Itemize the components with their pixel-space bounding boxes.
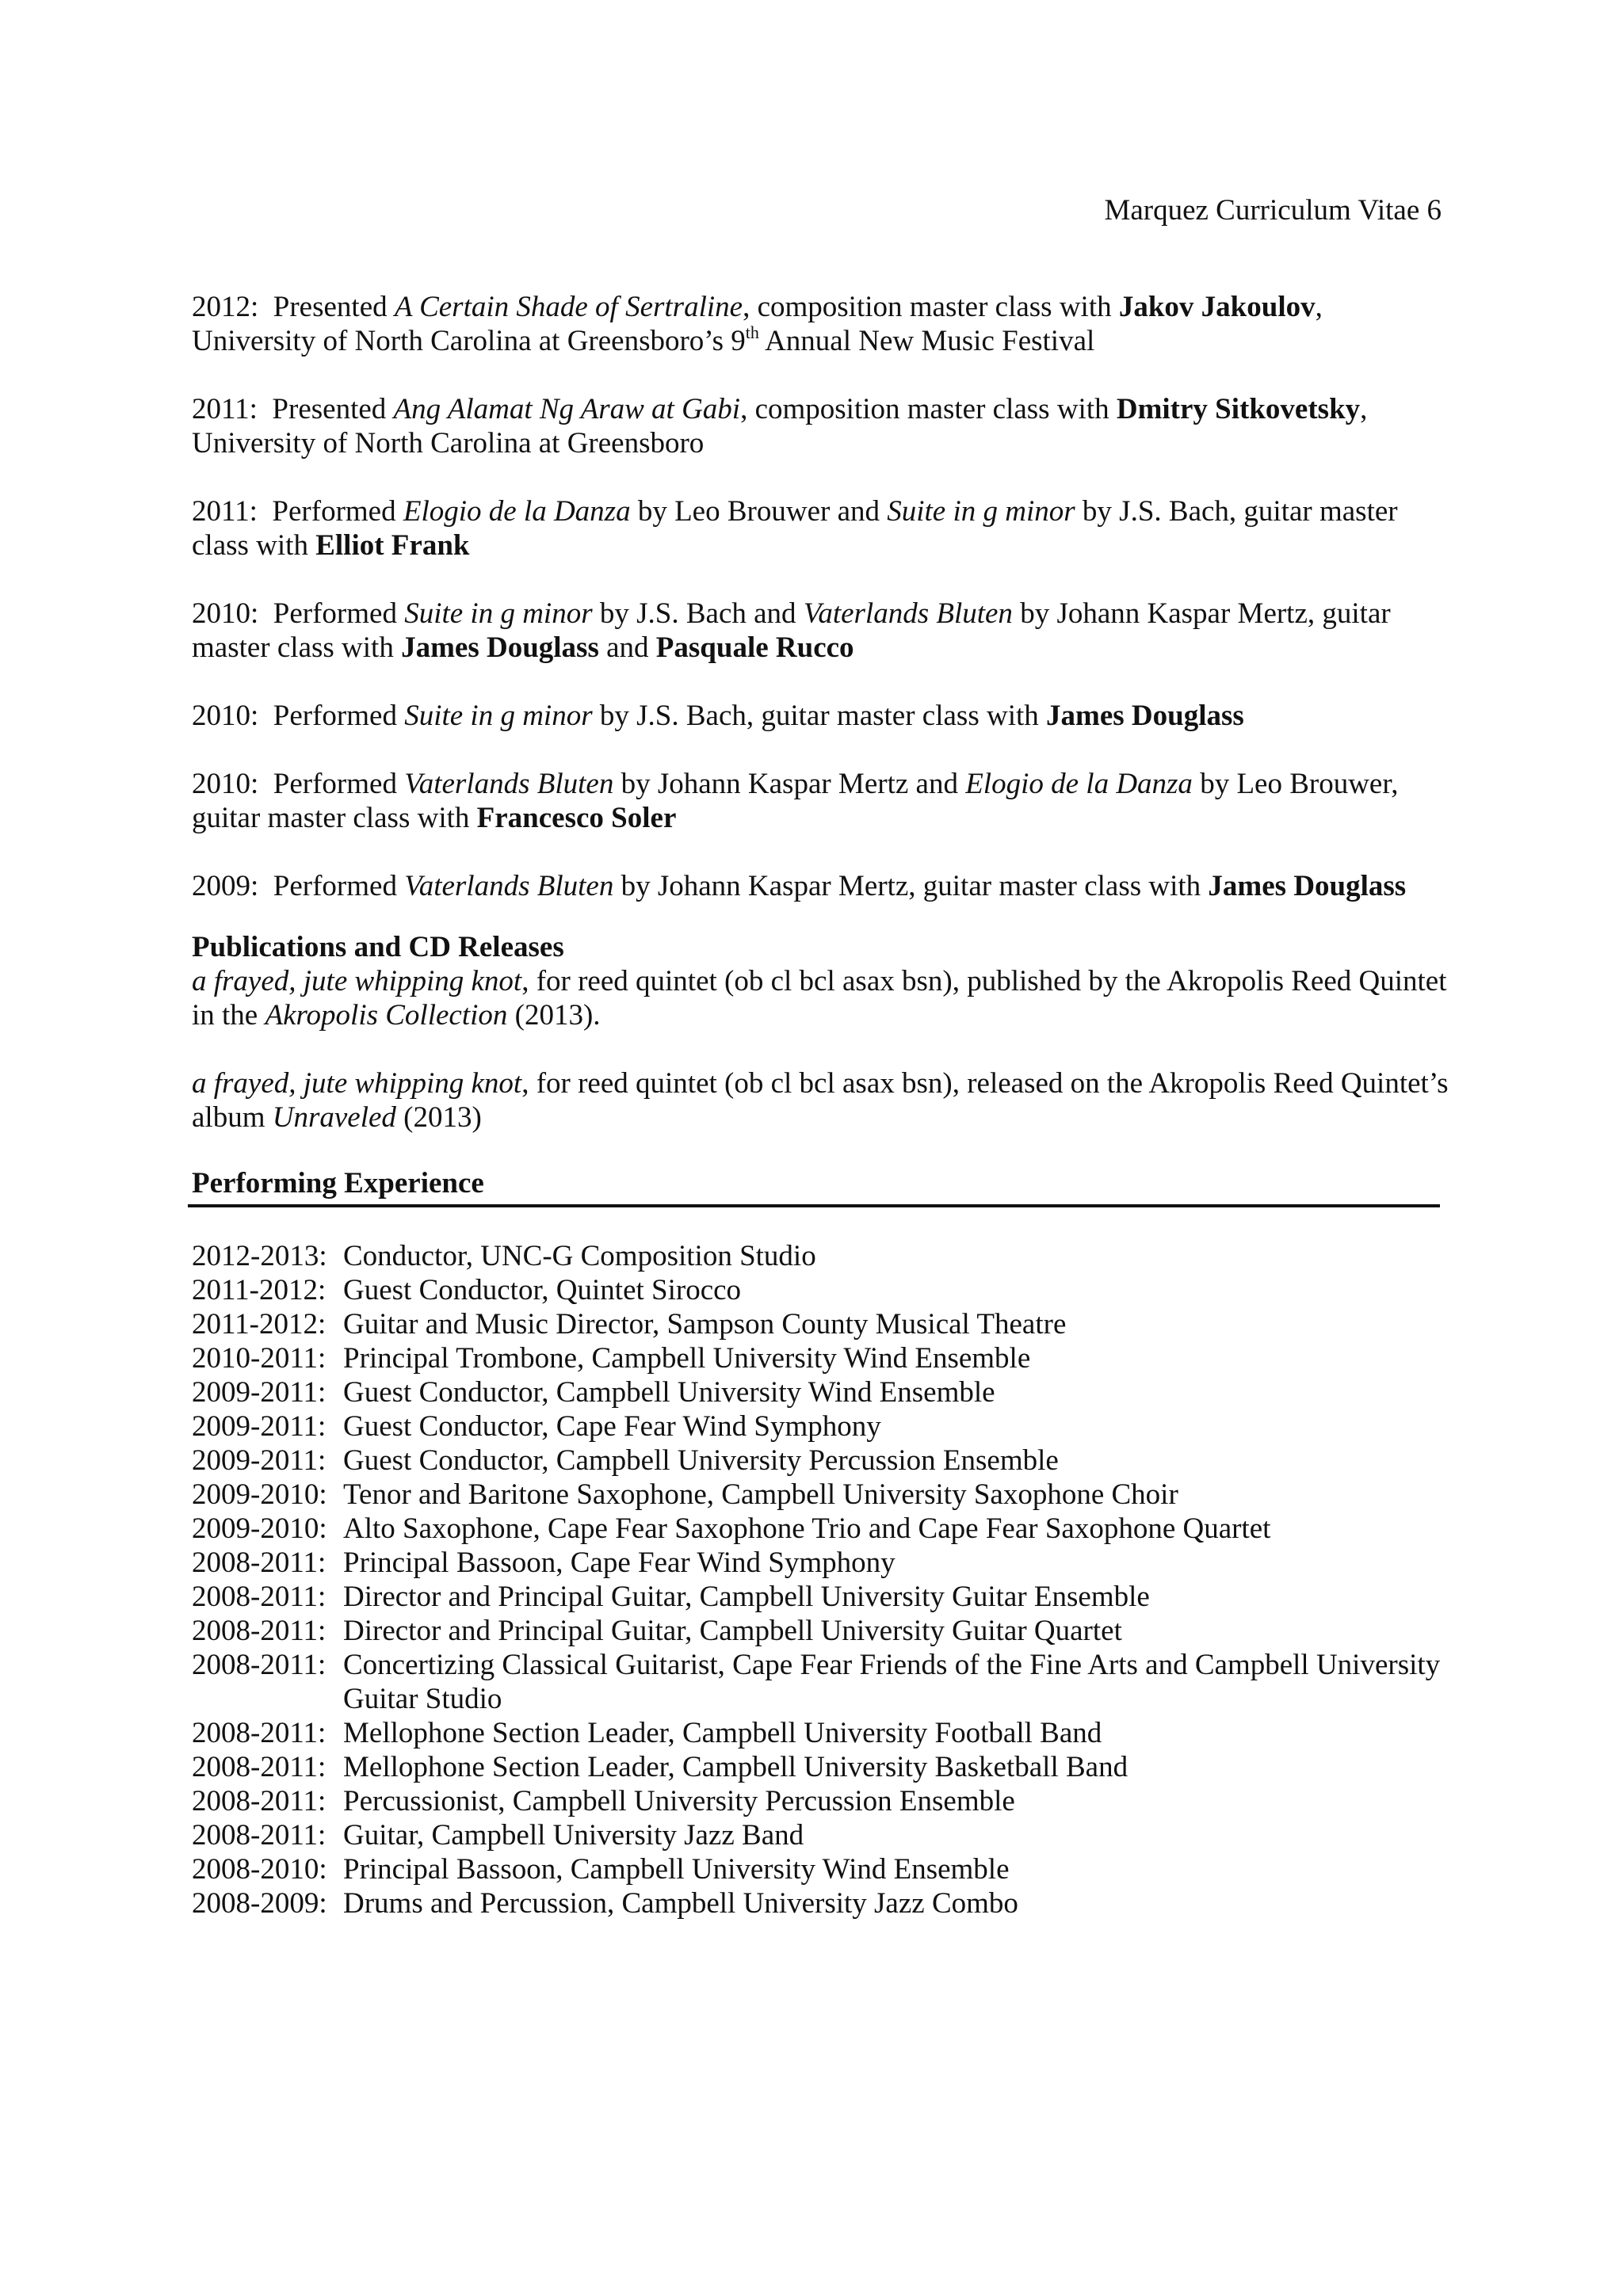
entry-verb: Presented [272, 393, 387, 425]
person-name: Pasquale Rucco [655, 631, 854, 664]
publications-heading: Publications and CD Releases [192, 931, 564, 963]
entry-role: Mellophone Section Leader, Campbell University Football Band [343, 1717, 1102, 1749]
performing-entry [192, 1784, 1452, 1818]
work-title: Vaterlands Bluten [404, 768, 614, 800]
master-class-entry [192, 597, 1452, 665]
entry-role: Guitar and Music Director, Sampson County Musical Theatre [343, 1308, 1067, 1341]
performing-entry [192, 1886, 1452, 1920]
text-run: by Johann Kaspar Mertz and [613, 768, 966, 800]
entry-role: Guest Conductor, Campbell University Percussion Ensemble [343, 1444, 1059, 1477]
text-run: and [598, 631, 656, 664]
person-name: Elliot Frank [315, 529, 470, 562]
entry-date-range: 2008-2011: [192, 1547, 327, 1579]
entry-year: 2011: [192, 495, 258, 528]
entry-date-range: 2008-2010: [192, 1853, 327, 1886]
work-title: Ang Alamat Ng Araw at Gabi [393, 393, 741, 425]
entry-role: Drums and Percussion, Campbell University Jazz Combo [343, 1887, 1018, 1920]
work-title: a frayed, jute whipping knot [192, 1067, 522, 1100]
text-run: (2013). [507, 999, 601, 1032]
entry-role: Alto Saxophone, Cape Fear Saxophone Trio and Cape Fear Saxophone Quartet [343, 1512, 1271, 1545]
performing-entry [192, 1444, 1452, 1478]
publication-entry [192, 964, 1452, 1032]
performing-entry [192, 1341, 1452, 1375]
performing-entry [192, 1273, 1452, 1307]
performing-entry [192, 1818, 1452, 1852]
work-title: Elogio de la Danza [965, 768, 1193, 800]
entry-verb: Performed [273, 768, 397, 800]
entry-verb: Performed [273, 597, 397, 630]
person-name: James Douglass [1046, 700, 1244, 732]
entry-date-range: 2008-2011: [192, 1785, 327, 1817]
entry-role: Tenor and Baritone Saxophone, Campbell University Saxophone Choir [343, 1478, 1178, 1511]
performing-entry [192, 1852, 1452, 1886]
entry-role: Principal Bassoon, Campbell University Wind Ensemble [343, 1853, 1010, 1886]
entry-year: 2009: [192, 870, 259, 902]
performing-entry [192, 1614, 1452, 1648]
performing-entry [192, 1239, 1452, 1273]
performing-entry [192, 1648, 1452, 1716]
performing-entry [192, 1478, 1452, 1512]
work-title: Vaterlands Bluten [404, 870, 614, 902]
master-class-entry [192, 699, 1452, 733]
entry-verb: Performed [273, 870, 397, 902]
entry-verb: Performed [273, 700, 397, 732]
text-run: by Leo Brouwer and [630, 495, 888, 528]
entry-role: Guest Conductor, Cape Fear Wind Symphony [343, 1410, 881, 1443]
entry-verb: Presented [273, 291, 388, 323]
text-run: , composition master class with [743, 291, 1119, 323]
performing-entry [192, 1580, 1452, 1614]
performing-experience-heading: Performing Experience [192, 1167, 484, 1199]
entry-date-range: 2009-2010: [192, 1512, 327, 1545]
master-class-entry [192, 767, 1452, 835]
entry-date-range: 2011-2012: [192, 1308, 327, 1341]
work-title: a frayed, jute whipping knot [192, 965, 522, 997]
work-title: Akropolis Collection [265, 999, 508, 1032]
work-title: Suite in g minor [404, 597, 593, 630]
entry-role: Guest Conductor, Quintet Sirocco [343, 1274, 742, 1306]
entry-role: Director and Principal Guitar, Campbell University Guitar Quartet [343, 1615, 1122, 1647]
entry-date-range: 2012-2013: [192, 1240, 327, 1272]
master-class-entry [192, 869, 1452, 903]
entry-year: 2010: [192, 768, 259, 800]
entry-date-range: 2008-2011: [192, 1751, 327, 1783]
work-title: Vaterlands Bluten [803, 597, 1013, 630]
text-run: by Johann Kaspar Mertz, guitar master class with [613, 870, 1209, 902]
performing-entry [192, 1307, 1452, 1341]
entry-year: 2010: [192, 700, 259, 732]
entry-date-range: 2010-2011: [192, 1342, 327, 1375]
master-class-entry [192, 392, 1452, 460]
person-name: James Douglass [1208, 870, 1407, 902]
person-name: Francesco Soler [476, 802, 677, 834]
performing-experience-list [192, 1239, 1452, 1920]
entry-role: Principal Trombone, Campbell University Wind Ensemble [343, 1342, 1031, 1375]
text-run: Annual New Music Festival [758, 325, 1095, 357]
performing-entry [192, 1375, 1452, 1409]
work-title: Suite in g minor [887, 495, 1075, 528]
running-header: Marquez Curriculum Vitae 6 [1104, 194, 1442, 227]
entry-date-range: 2009-2011: [192, 1410, 327, 1443]
entry-role: Concertizing Classical Guitarist, Cape Fear Friends of the Fine Arts and Campbell University Guitar Studio [343, 1649, 1441, 1715]
text-run: , for reed quintet (ob cl bcl asax bsn), released on the Akropolis Reed Quintet’s album [192, 1067, 1449, 1134]
text-run: , for reed quintet (ob cl bcl asax bsn), published by the Akropolis Reed Quintet in the [192, 965, 1447, 1032]
entry-role: Mellophone Section Leader, Campbell University Basketball Band [343, 1751, 1128, 1783]
entry-year: 2010: [192, 597, 259, 630]
text-run: th [745, 322, 759, 342]
text-run: by J.S. Bach and [592, 597, 804, 630]
person-name: James Douglass [401, 631, 599, 664]
person-name: Jakov Jakoulov [1118, 291, 1316, 323]
master-classes-list [192, 290, 1452, 903]
master-class-entry [192, 290, 1452, 358]
work-title: Unraveled [272, 1101, 396, 1134]
entry-date-range: 2008-2011: [192, 1649, 327, 1681]
entry-date-range: 2008-2011: [192, 1819, 327, 1852]
work-title: Elogio de la Danza [403, 495, 631, 528]
text-run: by J.S. Bach, guitar master class with [592, 700, 1047, 732]
master-class-entry [192, 494, 1452, 563]
text-run: by Johann Kaspar Mertz, guitar master class with [192, 597, 1391, 664]
text-run: by Leo Brouwer, guitar master class with [192, 768, 1399, 834]
entry-date-range: 2009-2010: [192, 1478, 327, 1511]
section-divider [188, 1204, 1440, 1207]
performing-entry [192, 1409, 1452, 1444]
publications-section [192, 930, 1452, 1169]
entry-date-range: 2008-2009: [192, 1887, 327, 1920]
performing-entry [192, 1750, 1452, 1784]
publication-entry [192, 1066, 1452, 1135]
performing-entry [192, 1546, 1452, 1580]
entry-date-range: 2008-2011: [192, 1717, 327, 1749]
performing-entry [192, 1716, 1452, 1750]
text-run: , University of North Carolina at Greensboro [192, 393, 1368, 460]
text-run: , composition master class with [740, 393, 1117, 425]
publications-list [192, 964, 1452, 1135]
work-title: A Certain Shade of Sertraline [394, 291, 743, 323]
text-run: , University of North Carolina at Greensboro’s 9 [192, 291, 1323, 357]
entry-date-range: 2009-2011: [192, 1444, 327, 1477]
entry-role: Conductor, UNC-G Composition Studio [343, 1240, 816, 1272]
entry-date-range: 2009-2011: [192, 1376, 327, 1409]
entry-date-range: 2008-2011: [192, 1615, 327, 1647]
work-title: Suite in g minor [404, 700, 593, 732]
entry-date-range: 2008-2011: [192, 1581, 327, 1613]
text-run: by J.S. Bach, guitar master class with [192, 495, 1398, 562]
entry-role: Percussionist, Campbell University Percussion Ensemble [343, 1785, 1015, 1817]
entry-verb: Performed [272, 495, 396, 528]
entry-role: Guitar, Campbell University Jazz Band [343, 1819, 804, 1852]
person-name: Dmitry Sitkovetsky [1116, 393, 1361, 425]
entry-year: 2011: [192, 393, 258, 425]
entry-role: Principal Bassoon, Cape Fear Wind Symphony [343, 1547, 896, 1579]
entry-date-range: 2011-2012: [192, 1274, 327, 1306]
text-run: (2013) [395, 1101, 482, 1134]
performing-entry [192, 1512, 1452, 1546]
entry-year: 2012: [192, 291, 259, 323]
entry-role: Guest Conductor, Campbell University Wind Ensemble [343, 1376, 995, 1409]
entry-role: Director and Principal Guitar, Campbell University Guitar Ensemble [343, 1581, 1150, 1613]
